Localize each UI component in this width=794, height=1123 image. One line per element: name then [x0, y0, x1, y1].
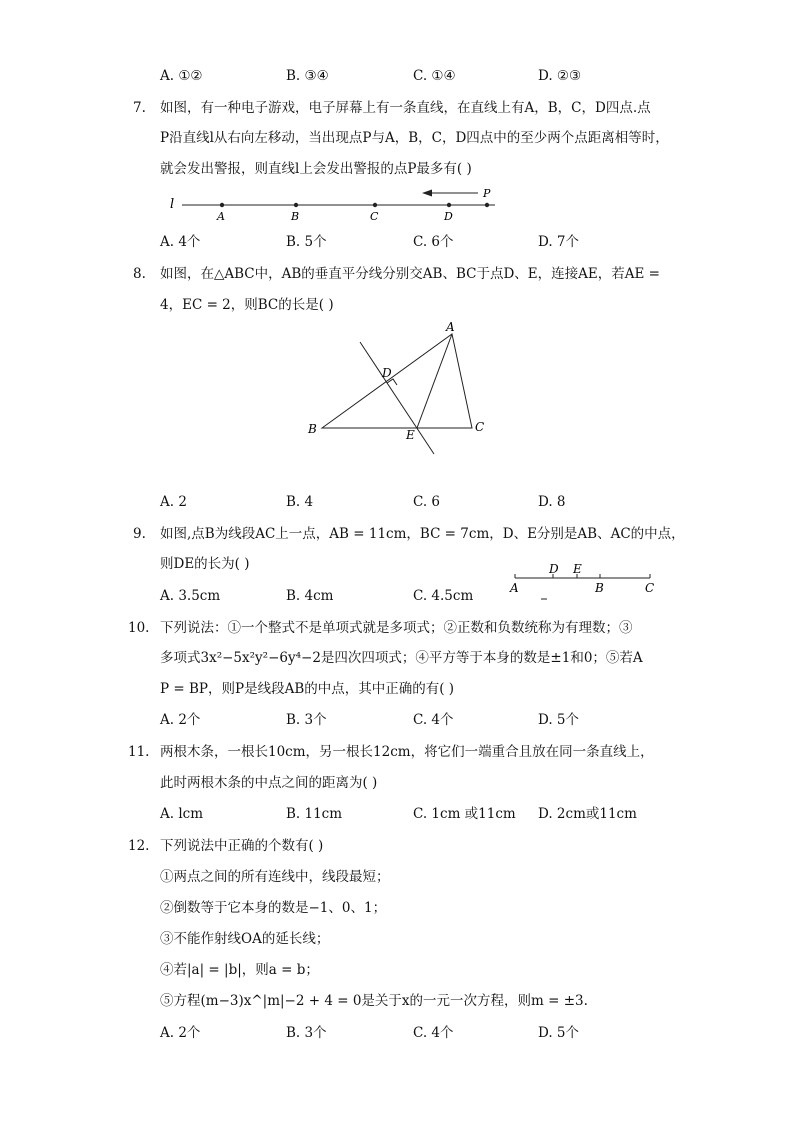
point-b	[294, 203, 298, 207]
direction-arrow-icon	[422, 190, 432, 197]
q6-option-a: A. ①②	[160, 68, 203, 84]
question-number: 10.	[128, 620, 150, 636]
label-b: B	[291, 210, 300, 223]
label-a: A	[217, 210, 225, 223]
question-number: 12.	[128, 838, 150, 854]
label-e: E	[573, 562, 582, 576]
label-a: A	[446, 320, 455, 334]
statement-2: ②倒数等于它本身的数是−1、0、1；	[160, 900, 387, 916]
question-text-line: P沿直线l从右向左移动，当出现点P与A，B，C，D四点中的至少两个点距离相等时，	[160, 130, 669, 146]
label-d: D	[549, 562, 559, 576]
q9-figure-segment	[505, 560, 665, 604]
label-e: E	[406, 428, 415, 442]
segment-ae	[417, 334, 452, 428]
q6-option-c: C. ①④	[413, 68, 456, 84]
question-text-line: 下列说法：①一个整式不是单项式就是多项式；②正数和负数统称为有理数；③	[160, 620, 633, 636]
point-a	[220, 203, 224, 207]
q12-option-b: B. 3个	[286, 1025, 327, 1041]
question-number: 9.	[133, 526, 146, 542]
q7-option-d: D. 7个	[538, 234, 580, 250]
question-text-line: 4，EC = 2，则BC的长是( )	[160, 297, 334, 313]
question-number: 8.	[133, 266, 146, 282]
q10-option-d: D. 5个	[538, 712, 580, 728]
question-text-line: 此时两根木条的中点之间的距离为( )	[160, 775, 378, 791]
q8-option-d: D. 8	[538, 494, 566, 510]
q7-option-b: B. 5个	[286, 234, 327, 250]
q8-option-a: A. 2	[160, 494, 187, 510]
q12-option-d: D. 5个	[538, 1025, 580, 1041]
q6-option-d: D. ②③	[538, 68, 582, 84]
question-text-line: 多项式3x²−5x²y²−6y⁴−2是四次四项式；④平方等于本身的数是±1和0；⑤若A	[160, 650, 643, 666]
question-number: 11.	[128, 744, 150, 760]
triangle-abc	[322, 334, 472, 428]
question-text-line: 如图，在△ABC中，AB的垂直平分线分别交AB、BC于点D、E，连接AE，若AE =	[160, 266, 660, 282]
label-c: C	[475, 420, 485, 434]
question-text-line: P = BP，则P是线段AB的中点，其中正确的有( )	[160, 681, 455, 697]
label-c: C	[645, 581, 655, 595]
q6-option-b: B. ③④	[286, 68, 329, 84]
q9-option-a: A. 3.5cm	[160, 588, 221, 604]
question-text-line: 如图,点B为线段AC上一点，AB = 11cm，BC = 7cm，D、E分别是AB、AC的中点，	[160, 526, 685, 542]
question-text-line: 则DE的长为( )	[160, 556, 250, 572]
q7-option-c: C. 6个	[413, 234, 454, 250]
question-number: 7.	[133, 100, 146, 116]
q8-option-c: C. 6	[413, 494, 441, 510]
label-c: C	[370, 210, 379, 223]
q10-option-b: B. 3个	[286, 712, 327, 728]
point-p	[485, 203, 489, 207]
q7-option-a: A. 4个	[160, 234, 201, 250]
q10-option-a: A. 2个	[160, 712, 201, 728]
q9-option-b: B. 4cm	[286, 588, 334, 604]
statement-1: ①两点之间的所有连线中，线段最短；	[160, 869, 390, 885]
q8-figure-triangle	[300, 315, 500, 460]
label-b: B	[308, 422, 317, 436]
label-d: D	[382, 366, 392, 380]
q11-option-d: D. 2cm或11cm	[538, 806, 637, 822]
statement-4: ④若|a| = |b|，则a = b；	[160, 962, 319, 978]
label-line-l: l	[170, 197, 175, 212]
statement-5: ⑤方程(m−3)x^|m|−2 + 4 = 0是关于x的一元一次方程，则m = ±3.	[160, 993, 588, 1009]
point-c	[373, 203, 377, 207]
statement-3: ③不能作射线OA的延长线；	[160, 931, 330, 947]
q11-option-a: A. lcm	[160, 806, 204, 822]
q9-option-c: C. 4.5cm	[413, 588, 474, 604]
q10-option-c: C. 4个	[413, 712, 454, 728]
label-d: D	[444, 210, 453, 223]
q8-option-b: B. 4	[286, 494, 314, 510]
q12-option-c: C. 4个	[413, 1025, 454, 1041]
q7-figure-number-line	[160, 184, 505, 224]
question-text-line: 下列说法中正确的个数有( )	[160, 838, 324, 854]
q11-option-c: C. 1cm 或11cm	[413, 806, 516, 822]
question-text-line: 两根木条，一根长10cm，另一根长12cm，将它们一端重合且放在同一条直线上，	[160, 744, 654, 760]
point-d	[447, 203, 451, 207]
q12-option-a: A. 2个	[160, 1025, 201, 1041]
label-a: A	[510, 581, 519, 595]
perpendicular-bisector	[360, 342, 434, 454]
label-b: B	[595, 581, 604, 595]
q11-option-b: B. 11cm	[286, 806, 343, 822]
label-p: P	[483, 187, 491, 200]
question-text-line: 如图，有一种电子游戏，电子屏幕上有一条直线，在直线上有A，B，C，D四点.点	[160, 100, 651, 116]
question-text-line: 就会发出警报，则直线l上会发出警报的点P最多有( )	[160, 161, 472, 177]
